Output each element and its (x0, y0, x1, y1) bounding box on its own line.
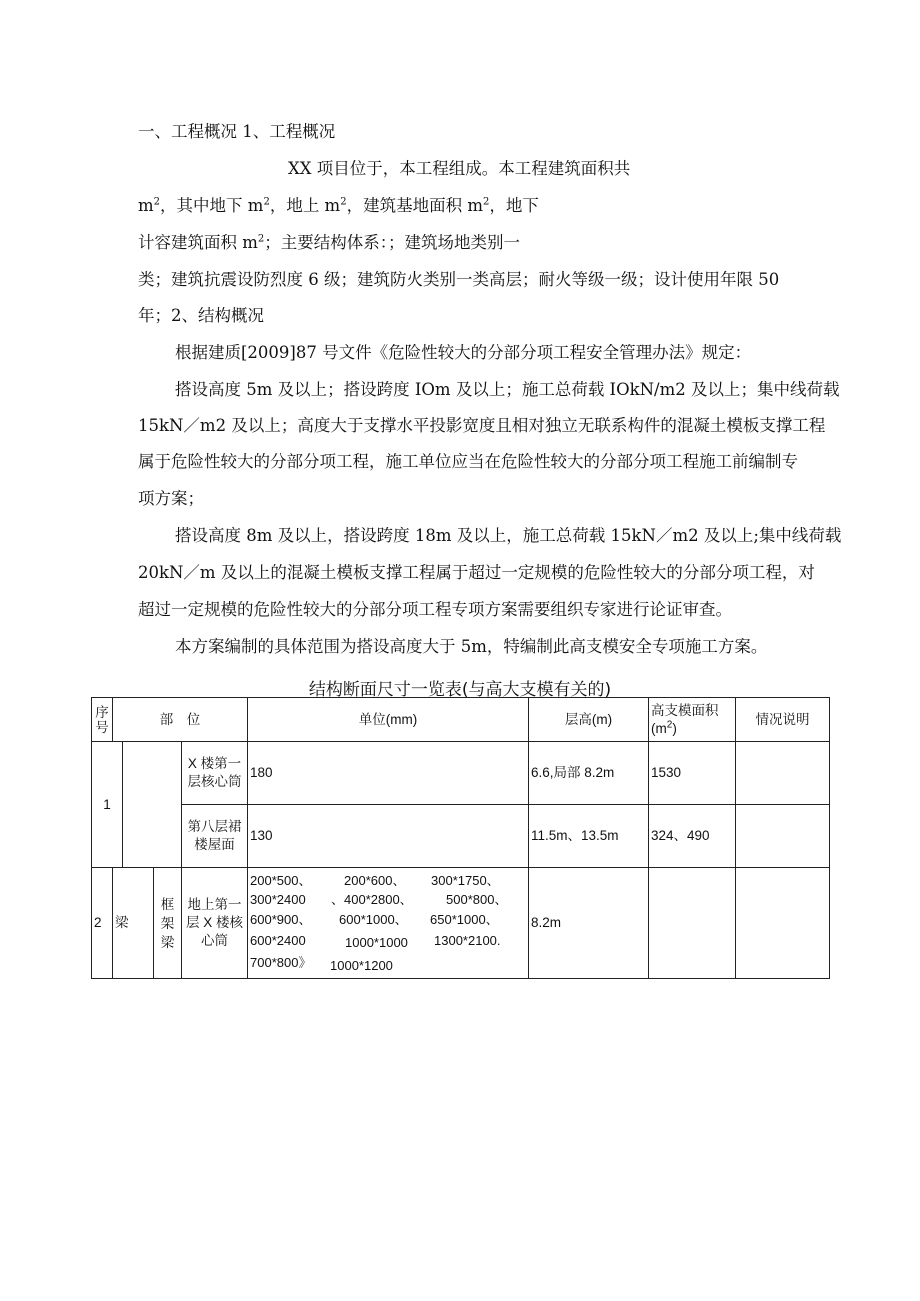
cell-blank (123, 742, 182, 868)
header-part: 部 位 (113, 698, 248, 742)
header-seq: 序号 (92, 698, 113, 742)
paragraph-area-line: $m^2$，其中地下 $m^2$，地上 $m^2$，建筑基地面积 $m^2$，地下 (138, 196, 539, 215)
paragraph-regulation: 根据建质[2009]87 号文件《危险性较大的分部分项工程安全管理办法》规定： (175, 343, 752, 362)
dimension-item: 200*500、 (250, 873, 312, 888)
cell-location: X 楼第一层核心筒 (182, 742, 248, 805)
cell-area (649, 868, 736, 979)
section-heading-overview: 一、工程概况 1、工程概况 (138, 122, 336, 141)
cell-unit: 180 (248, 742, 529, 805)
cell-dimensions (248, 868, 529, 979)
dimension-item: 、400*2800、 (331, 892, 413, 907)
dimension-item: 300*1750、 (431, 873, 500, 888)
table-row (92, 868, 830, 979)
dimension-item: 700*800》 (250, 955, 312, 970)
header-area: 高支模面积$(m^2)$ (649, 698, 736, 742)
cell-height: 8.2m (529, 868, 649, 979)
dimension-item: 200*600、 (344, 873, 406, 888)
dimension-item: 1000*1200 (330, 958, 393, 973)
dimension-item: 650*1000、 (430, 912, 499, 927)
dimension-item: 500*800、 (446, 892, 508, 907)
paragraph-structure-system: 计容建筑面积 $m^2$；主要结构体系：；建筑场地类别一 (138, 233, 521, 252)
dimension-item: 1000*1000 (345, 935, 408, 950)
header-note: 情况说明 (736, 698, 830, 742)
paragraph-criteria-4: 项方案； (138, 489, 204, 508)
paragraph-seismic: 类；建筑抗震设防烈度 6 级；建筑防火类别一类高层；耐火等级一级；设计使用年限 50 (138, 270, 780, 289)
cell-height: 6.6,局部 8.2m (529, 742, 649, 805)
paragraph-project-location: XX 项目位于，本工程组成。本工程建筑面积共 (288, 159, 631, 178)
cell-area: 1530 (649, 742, 736, 805)
cell-seq: 1 (92, 742, 123, 868)
cell-area: 324、490 (649, 805, 736, 868)
table-header-row (92, 698, 830, 742)
cell-note (736, 868, 830, 979)
table-row (92, 742, 830, 805)
beam-dimension-list (248, 868, 528, 978)
dimension-item: 600*900、 (250, 912, 312, 927)
paragraph-large-scale-3: 超过一定规模的危险性较大的分部分项工程专项方案需要组织专家进行论证审查。 (138, 600, 732, 619)
table-row (92, 805, 830, 868)
dimension-item: 600*2400 (250, 933, 306, 948)
section-size-table (91, 697, 830, 979)
dimension-item: 300*2400 (250, 892, 306, 907)
paragraph-large-scale-1: 搭设高度 8m 及以上，搭设跨度 18m 及以上，施工总荷载 15kN／m2 及以上;集中线荷载 (175, 526, 842, 545)
cell-unit: 130 (248, 805, 529, 868)
paragraph-scope: 本方案编制的具体范围为搭设高度大于 5m，特编制此高支模安全专项施工方案。 (175, 637, 768, 656)
header-unit: 单位(mm) (248, 698, 529, 742)
dimension-item: 600*1000、 (339, 912, 408, 927)
header-height: 层高(m) (529, 698, 649, 742)
cell-location: 地上第一层 X 楼核心筒 (182, 868, 248, 979)
cell-note (736, 742, 830, 805)
cell-seq: 2 (92, 868, 113, 979)
cell-subtype: 框架梁 (154, 868, 182, 979)
paragraph-criteria-2: 15kN／m2 及以上；高度大于支撑水平投影宽度且相对独立无联系构件的混凝土模板支撑工程 (138, 416, 826, 435)
cell-type: 梁 (113, 868, 154, 979)
table-title: 结构断面尺寸一览表(与高大支模有关的) (308, 680, 612, 700)
paragraph-criteria-3: 属于危险性较大的分部分项工程，施工单位应当在危险性较大的分部分项工程施工前编制专 (138, 452, 798, 471)
paragraph-large-scale-2: 20kN／m 及以上的混凝土模板支撑工程属于超过一定规模的危险性较大的分部分项工程，对 (138, 563, 815, 582)
paragraph-criteria-1: 搭设高度 5m 及以上；搭设跨度 IOm 及以上；施工总荷载 IOkN/m2 及以上；集中线荷载 (175, 380, 840, 399)
cell-height: 11.5m、13.5m (529, 805, 649, 868)
cell-note (736, 805, 830, 868)
section-heading-structure: 年；2、结构概况 (138, 306, 264, 325)
dimension-item: 1300*2100. (434, 933, 501, 948)
cell-location: 第八层裙楼屋面 (182, 805, 248, 868)
